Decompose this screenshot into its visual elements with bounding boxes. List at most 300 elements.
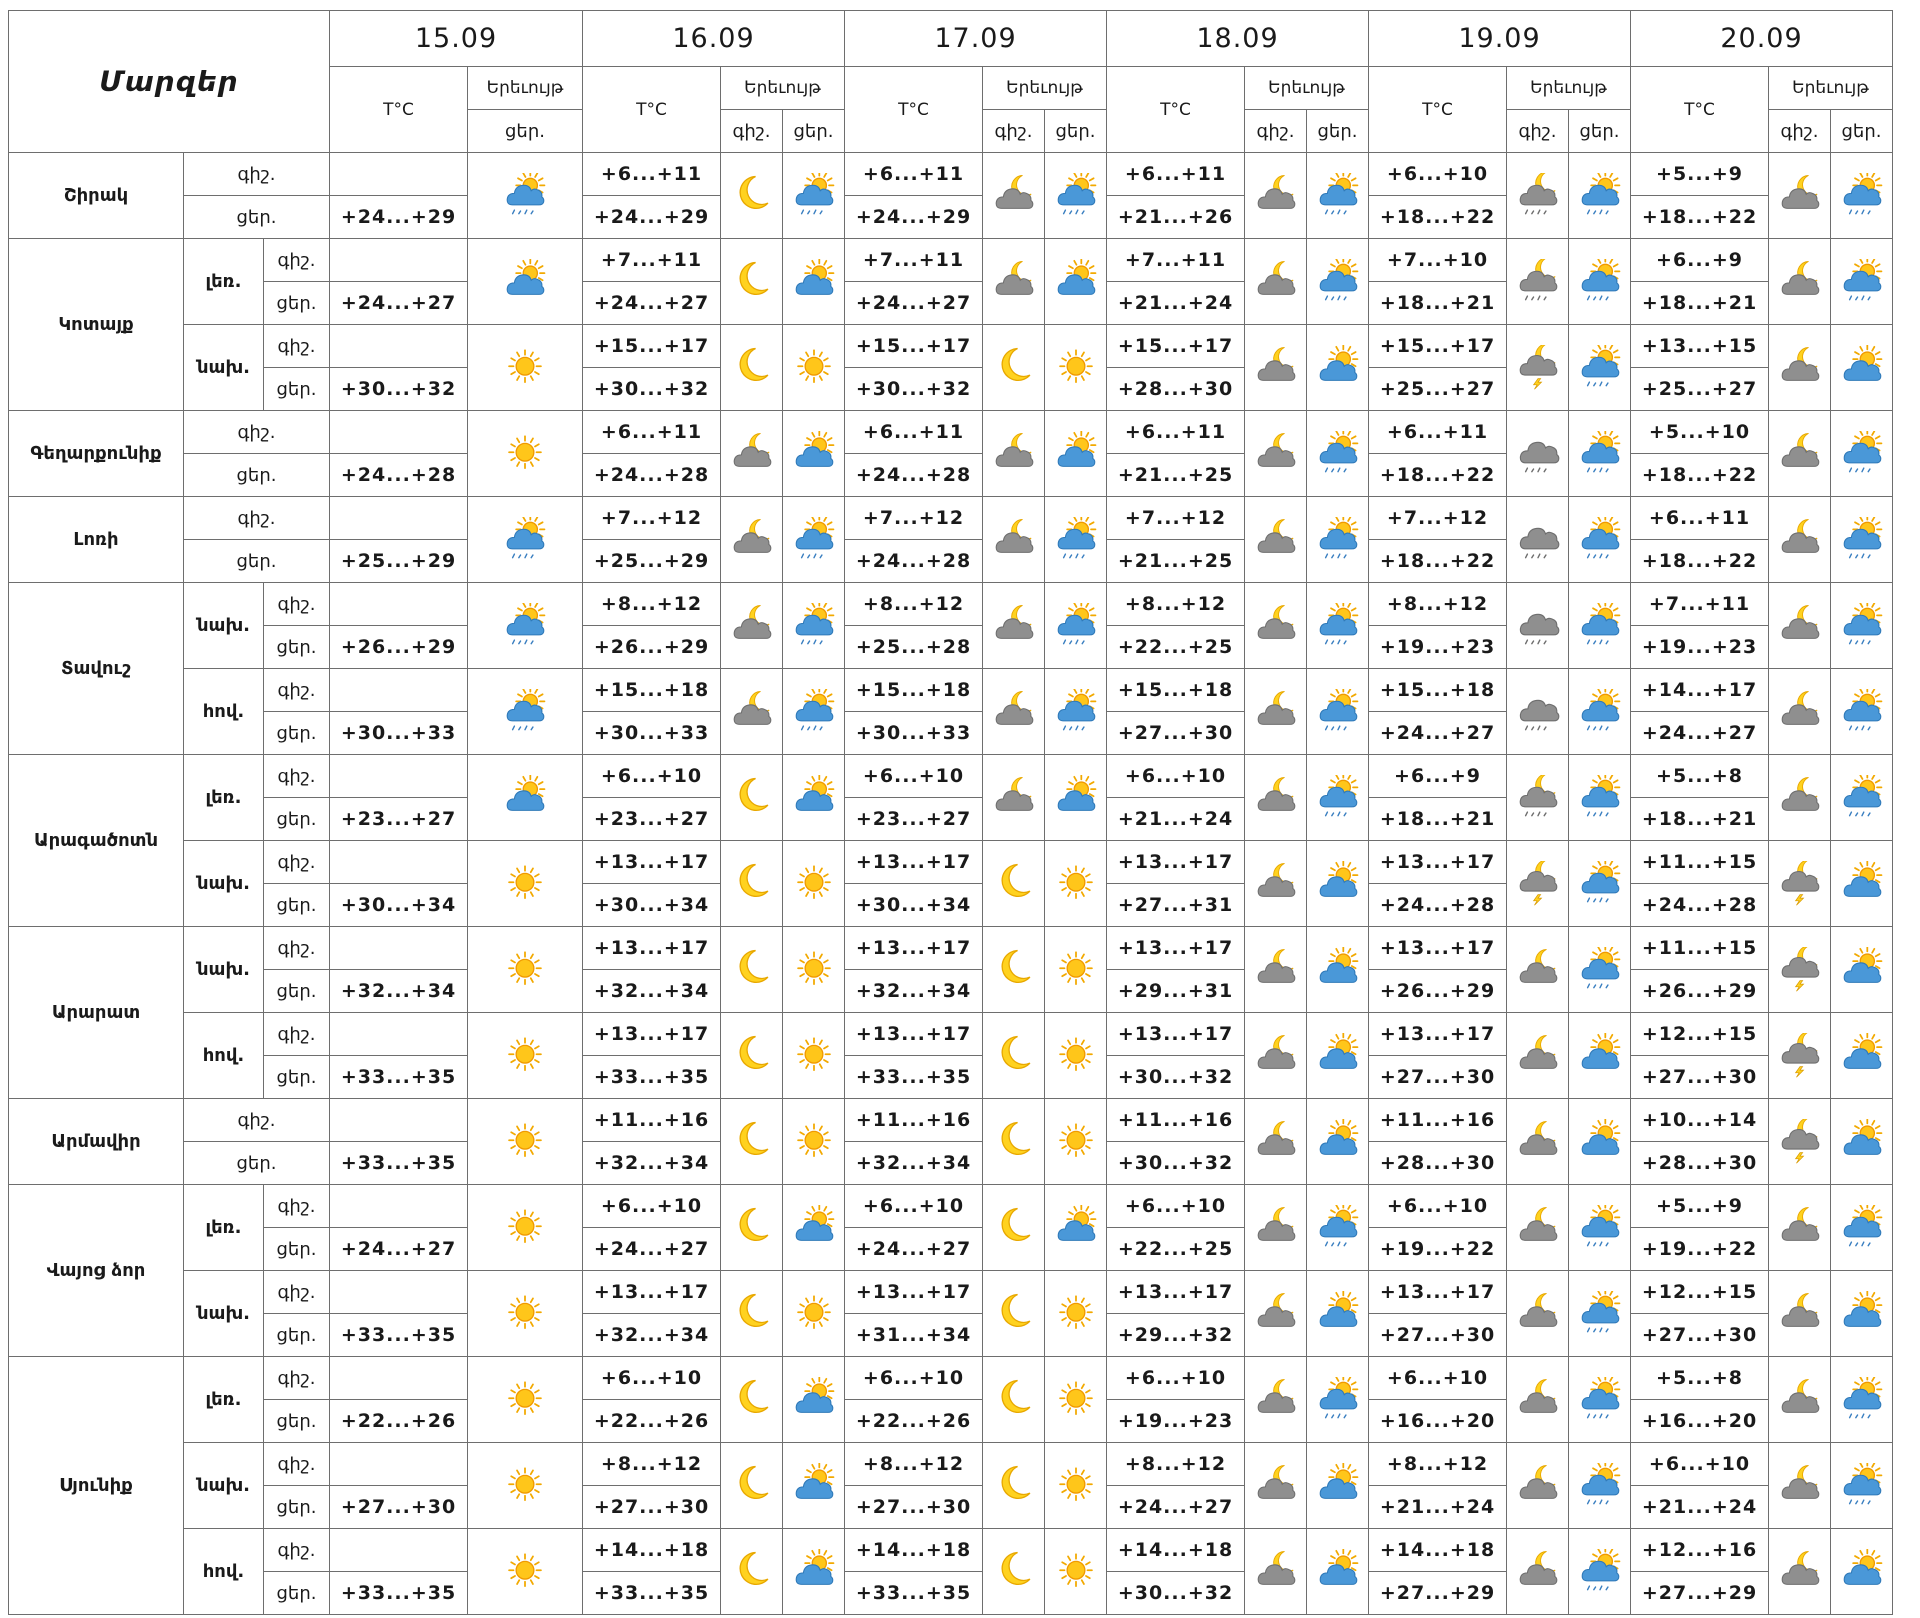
sun-icon bbox=[1053, 1119, 1099, 1165]
night-temperature: +5...+9 bbox=[1631, 153, 1769, 196]
day-temperature: +24...+28 bbox=[330, 454, 468, 497]
moon-cloud-icon bbox=[1253, 173, 1299, 219]
sun-cloud-rain-icon bbox=[1315, 431, 1361, 477]
night-temperature: +8...+12 bbox=[1107, 1443, 1245, 1486]
moon-cloud-icon bbox=[729, 431, 775, 477]
day-label: ցեր. bbox=[264, 1314, 330, 1357]
sun-cloud-rain-icon bbox=[1839, 1205, 1885, 1251]
moon-cloud-icon bbox=[1253, 1377, 1299, 1423]
zone-name: նախ. bbox=[184, 1443, 264, 1529]
sun-cloud-rain-icon bbox=[791, 517, 837, 563]
sun-cloud-icon bbox=[1839, 947, 1885, 993]
night-temperature: +8...+12 bbox=[845, 583, 983, 626]
weather-icon-cell bbox=[1507, 325, 1569, 411]
weather-icon-cell bbox=[1569, 669, 1631, 755]
weather-day-header: ցեր. bbox=[1831, 110, 1893, 153]
sun-icon bbox=[502, 1549, 548, 1595]
night-label: գիշ. bbox=[184, 497, 330, 540]
weather-day-header: ցեր. bbox=[1569, 110, 1631, 153]
day-temperature: +30...+32 bbox=[1107, 1572, 1245, 1615]
day-temperature: +19...+23 bbox=[1107, 1400, 1245, 1443]
weather-icon-cell bbox=[983, 1013, 1045, 1099]
date-header: 20.09 bbox=[1631, 11, 1893, 67]
weather-column-header: Երեւույթ bbox=[468, 67, 583, 110]
zone-name: հով. bbox=[184, 669, 264, 755]
night-temperature: +6...+9 bbox=[1369, 755, 1507, 798]
weather-icon-cell bbox=[983, 1443, 1045, 1529]
region-name: Տավուշ bbox=[9, 583, 184, 755]
night-temperature: +7...+12 bbox=[1107, 497, 1245, 540]
sun-cloud-rain-icon bbox=[1839, 1377, 1885, 1423]
sun-cloud-icon bbox=[1053, 259, 1099, 305]
weather-icon-cell bbox=[783, 1185, 845, 1271]
moon-cloud-icon bbox=[729, 603, 775, 649]
night-temperature: +8...+12 bbox=[1369, 1443, 1507, 1486]
weather-icon-cell bbox=[1045, 1099, 1107, 1185]
night-temperature: +13...+17 bbox=[1107, 841, 1245, 884]
weather-icon-cell bbox=[1831, 325, 1893, 411]
day-label: ցեր. bbox=[264, 1056, 330, 1099]
moon-cloud-icon bbox=[1777, 173, 1823, 219]
night-label: գիշ. bbox=[264, 927, 330, 970]
forecast-row-night bbox=[9, 669, 1893, 712]
weather-icon-cell bbox=[1045, 755, 1107, 841]
sun-cloud-rain-icon bbox=[1839, 689, 1885, 735]
weather-icon-cell bbox=[1569, 239, 1631, 325]
day-temperature: +26...+29 bbox=[330, 626, 468, 669]
weather-icon-cell bbox=[468, 841, 583, 927]
weather-icon-cell bbox=[1769, 1013, 1831, 1099]
moon-icon bbox=[991, 1549, 1037, 1595]
weather-icon-cell bbox=[1769, 927, 1831, 1013]
night-label: գիշ. bbox=[264, 1357, 330, 1400]
sun-cloud-icon bbox=[1839, 1033, 1885, 1079]
night-temperature bbox=[330, 497, 468, 540]
night-temperature: +15...+17 bbox=[583, 325, 721, 368]
sun-cloud-rain-icon bbox=[1315, 775, 1361, 821]
day-temperature: +24...+27 bbox=[1631, 712, 1769, 755]
moon-cloud-icon bbox=[1253, 1463, 1299, 1509]
night-temperature: +14...+17 bbox=[1631, 669, 1769, 712]
night-temperature: +6...+10 bbox=[845, 755, 983, 798]
night-temperature: +11...+16 bbox=[583, 1099, 721, 1142]
weather-icon-cell bbox=[783, 1357, 845, 1443]
weather-icon-cell bbox=[721, 841, 783, 927]
sun-cloud-rain-icon bbox=[1577, 1549, 1623, 1595]
day-label: ցեր. bbox=[264, 1486, 330, 1529]
day-temperature: +24...+27 bbox=[1107, 1486, 1245, 1529]
forecast-table-wrapper bbox=[8, 10, 1893, 1615]
moon-icon bbox=[729, 1377, 775, 1423]
weather-day-header: ցեր. bbox=[1045, 110, 1107, 153]
day-temperature: +27...+30 bbox=[1107, 712, 1245, 755]
weather-icon-cell bbox=[1569, 1529, 1631, 1615]
day-temperature: +24...+29 bbox=[845, 196, 983, 239]
moon-icon bbox=[729, 947, 775, 993]
weather-column-header: Երեւույթ bbox=[1769, 67, 1893, 110]
sun-cloud-rain-icon bbox=[1839, 259, 1885, 305]
night-temperature: +15...+18 bbox=[1369, 669, 1507, 712]
forecast-table bbox=[8, 10, 1893, 1615]
night-temperature: +15...+17 bbox=[1369, 325, 1507, 368]
night-temperature: +6...+9 bbox=[1631, 239, 1769, 282]
moon-icon bbox=[729, 1033, 775, 1079]
night-temperature: +6...+10 bbox=[583, 755, 721, 798]
sun-cloud-rain-icon bbox=[1053, 173, 1099, 219]
sun-cloud-icon bbox=[1315, 1549, 1361, 1595]
weather-icon-cell bbox=[983, 841, 1045, 927]
weather-day-header: ցեր. bbox=[468, 110, 583, 153]
sun-icon bbox=[1053, 1463, 1099, 1509]
weather-icon-cell bbox=[1045, 239, 1107, 325]
weather-icon-cell bbox=[783, 583, 845, 669]
sun-cloud-rain-icon bbox=[1577, 1291, 1623, 1337]
sun-cloud-icon bbox=[1053, 1205, 1099, 1251]
weather-icon-cell bbox=[783, 755, 845, 841]
weather-icon-cell bbox=[1507, 841, 1569, 927]
weather-icon-cell bbox=[1769, 1185, 1831, 1271]
weather-icon-cell bbox=[1307, 1529, 1369, 1615]
night-temperature: +12...+15 bbox=[1631, 1013, 1769, 1056]
weather-icon-cell bbox=[1569, 1443, 1631, 1529]
sun-cloud-icon bbox=[502, 775, 548, 821]
sun-icon bbox=[1053, 345, 1099, 391]
day-label: ցեր. bbox=[264, 798, 330, 841]
day-temperature: +29...+32 bbox=[1107, 1314, 1245, 1357]
day-temperature: +24...+28 bbox=[845, 540, 983, 583]
night-temperature: +6...+10 bbox=[1369, 1185, 1507, 1228]
moon-cloud-icon bbox=[729, 517, 775, 563]
region-name: Վայոց ձոր bbox=[9, 1185, 184, 1357]
forecast-row-night bbox=[9, 497, 1893, 540]
night-temperature: +6...+11 bbox=[1107, 411, 1245, 454]
night-temperature bbox=[330, 1529, 468, 1572]
sun-cloud-icon bbox=[1577, 1119, 1623, 1165]
day-temperature: +23...+27 bbox=[330, 798, 468, 841]
moon-cloud-rain-icon bbox=[1515, 775, 1561, 821]
sun-cloud-rain-icon bbox=[1577, 1377, 1623, 1423]
weather-icon-cell bbox=[721, 239, 783, 325]
weather-icon-cell bbox=[1307, 755, 1369, 841]
day-temperature: +18...+21 bbox=[1369, 798, 1507, 841]
weather-icon-cell bbox=[1569, 583, 1631, 669]
day-temperature: +26...+29 bbox=[583, 626, 721, 669]
day-temperature: +24...+27 bbox=[330, 1228, 468, 1271]
day-label: ցեր. bbox=[184, 196, 330, 239]
weather-icon-cell bbox=[1507, 497, 1569, 583]
moon-cloud-icon bbox=[991, 259, 1037, 305]
night-temperature: +7...+12 bbox=[1369, 497, 1507, 540]
weather-icon-cell bbox=[1245, 755, 1307, 841]
forecast-row-night bbox=[9, 1529, 1893, 1572]
day-temperature: +21...+26 bbox=[1107, 196, 1245, 239]
day-temperature: +21...+24 bbox=[1107, 798, 1245, 841]
sun-cloud-rain-icon bbox=[1053, 689, 1099, 735]
night-temperature: +14...+18 bbox=[1369, 1529, 1507, 1572]
sun-cloud-icon bbox=[1315, 1033, 1361, 1079]
sun-cloud-icon bbox=[1315, 1291, 1361, 1337]
moon-cloud-icon bbox=[1777, 1377, 1823, 1423]
day-temperature: +24...+27 bbox=[330, 282, 468, 325]
moon-icon bbox=[991, 861, 1037, 907]
sun-cloud-icon bbox=[1315, 1119, 1361, 1165]
weather-night-header: գիշ. bbox=[983, 110, 1045, 153]
day-temperature: +33...+35 bbox=[330, 1056, 468, 1099]
day-label: ցեր. bbox=[184, 1142, 330, 1185]
weather-icon-cell bbox=[721, 755, 783, 841]
forecast-row-night bbox=[9, 1013, 1893, 1056]
weather-icon-cell bbox=[1507, 1185, 1569, 1271]
day-temperature: +16...+20 bbox=[1631, 1400, 1769, 1443]
day-temperature: +30...+32 bbox=[1107, 1142, 1245, 1185]
moon-cloud-rain-icon bbox=[1515, 259, 1561, 305]
day-temperature: +33...+35 bbox=[330, 1572, 468, 1615]
day-temperature: +24...+28 bbox=[845, 454, 983, 497]
forecast-row-night bbox=[9, 841, 1893, 884]
weather-icon-cell bbox=[983, 497, 1045, 583]
weather-icon-cell bbox=[1831, 1443, 1893, 1529]
weather-icon-cell bbox=[1831, 1271, 1893, 1357]
weather-icon-cell bbox=[1507, 1271, 1569, 1357]
sun-icon bbox=[502, 1291, 548, 1337]
day-temperature: +24...+28 bbox=[1369, 884, 1507, 927]
night-temperature: +5...+9 bbox=[1631, 1185, 1769, 1228]
weather-icon-cell bbox=[1769, 1271, 1831, 1357]
weather-icon-cell bbox=[1307, 497, 1369, 583]
weather-icon-cell bbox=[1769, 1529, 1831, 1615]
weather-icon-cell bbox=[468, 669, 583, 755]
cloud-rain-icon bbox=[1515, 431, 1561, 477]
moon-cloud-icon bbox=[1777, 689, 1823, 735]
weather-icon-cell bbox=[1307, 1357, 1369, 1443]
day-temperature: +30...+32 bbox=[1107, 1056, 1245, 1099]
weather-icon-cell bbox=[1045, 1271, 1107, 1357]
day-temperature: +27...+30 bbox=[583, 1486, 721, 1529]
sun-cloud-rain-icon bbox=[1577, 775, 1623, 821]
weather-icon-cell bbox=[1769, 239, 1831, 325]
temp-column-header: T°C bbox=[583, 67, 721, 153]
weather-icon-cell bbox=[468, 1443, 583, 1529]
forecast-row-night bbox=[9, 583, 1893, 626]
weather-icon-cell bbox=[721, 153, 783, 239]
moon-cloud-rain-icon bbox=[1515, 173, 1561, 219]
weather-icon-cell bbox=[468, 1185, 583, 1271]
day-temperature: +27...+29 bbox=[1369, 1572, 1507, 1615]
night-label: գիշ. bbox=[264, 669, 330, 712]
region-name: Գեղարքունիք bbox=[9, 411, 184, 497]
day-temperature: +18...+22 bbox=[1631, 196, 1769, 239]
moon-cloud-icon bbox=[1253, 775, 1299, 821]
moon-cloud-icon bbox=[1777, 517, 1823, 563]
zone-name: նախ. bbox=[184, 583, 264, 669]
sun-cloud-icon bbox=[791, 775, 837, 821]
night-temperature: +7...+11 bbox=[1107, 239, 1245, 282]
weather-icon-cell bbox=[783, 153, 845, 239]
night-temperature bbox=[330, 927, 468, 970]
night-label: գիշ. bbox=[264, 1443, 330, 1486]
sun-cloud-rain-icon bbox=[1315, 1377, 1361, 1423]
weather-icon-cell bbox=[1245, 1271, 1307, 1357]
sun-icon bbox=[502, 431, 548, 477]
weather-icon-cell bbox=[1831, 583, 1893, 669]
sun-icon bbox=[791, 1033, 837, 1079]
weather-icon-cell bbox=[1307, 1099, 1369, 1185]
temp-column-header: T°C bbox=[1107, 67, 1245, 153]
weather-icon-cell bbox=[1045, 669, 1107, 755]
weather-icon-cell bbox=[1307, 841, 1369, 927]
weather-icon-cell bbox=[1569, 411, 1631, 497]
sun-icon bbox=[502, 1205, 548, 1251]
sun-icon bbox=[1053, 1377, 1099, 1423]
weather-icon-cell bbox=[1245, 497, 1307, 583]
night-temperature: +13...+17 bbox=[1369, 1013, 1507, 1056]
moon-cloud-storm-icon bbox=[1515, 345, 1561, 391]
night-temperature: +13...+17 bbox=[845, 841, 983, 884]
region-name: Շիրակ bbox=[9, 153, 184, 239]
day-temperature: +25...+29 bbox=[330, 540, 468, 583]
day-temperature: +30...+32 bbox=[330, 368, 468, 411]
day-temperature: +18...+21 bbox=[1631, 798, 1769, 841]
weather-icon-cell bbox=[1831, 927, 1893, 1013]
day-temperature: +25...+27 bbox=[1631, 368, 1769, 411]
moon-icon bbox=[991, 1033, 1037, 1079]
moon-icon bbox=[991, 1291, 1037, 1337]
night-temperature: +13...+17 bbox=[1107, 1013, 1245, 1056]
night-temperature: +6...+10 bbox=[1369, 1357, 1507, 1400]
weather-icon-cell bbox=[721, 583, 783, 669]
day-temperature: +28...+30 bbox=[1107, 368, 1245, 411]
moon-cloud-icon bbox=[1777, 431, 1823, 477]
moon-icon bbox=[729, 861, 775, 907]
day-temperature: +33...+35 bbox=[845, 1056, 983, 1099]
day-temperature: +27...+30 bbox=[330, 1486, 468, 1529]
night-temperature: +15...+18 bbox=[583, 669, 721, 712]
night-temperature: +15...+17 bbox=[845, 325, 983, 368]
day-temperature: +27...+30 bbox=[845, 1486, 983, 1529]
weather-icon-cell bbox=[1769, 1357, 1831, 1443]
weather-icon-cell bbox=[1245, 411, 1307, 497]
day-temperature: +18...+21 bbox=[1369, 282, 1507, 325]
moon-cloud-icon bbox=[1777, 775, 1823, 821]
weather-icon-cell bbox=[1307, 325, 1369, 411]
weather-icon-cell bbox=[1307, 239, 1369, 325]
weather-column-header: Երեւույթ bbox=[983, 67, 1107, 110]
zone-name: լեռ. bbox=[184, 755, 264, 841]
weather-night-header: գիշ. bbox=[721, 110, 783, 153]
weather-icon-cell bbox=[468, 927, 583, 1013]
weather-icon-cell bbox=[1307, 583, 1369, 669]
day-temperature: +25...+28 bbox=[845, 626, 983, 669]
sun-cloud-icon bbox=[1315, 861, 1361, 907]
day-temperature: +28...+30 bbox=[1631, 1142, 1769, 1185]
day-temperature: +27...+30 bbox=[1369, 1056, 1507, 1099]
moon-cloud-storm-icon bbox=[1777, 1119, 1823, 1165]
weather-icon-cell bbox=[1245, 239, 1307, 325]
moon-cloud-icon bbox=[1777, 1549, 1823, 1595]
night-temperature: +13...+17 bbox=[583, 841, 721, 884]
moon-icon bbox=[991, 1377, 1037, 1423]
sun-cloud-rain-icon bbox=[1577, 603, 1623, 649]
night-temperature: +7...+12 bbox=[845, 497, 983, 540]
forecast-row-night bbox=[9, 1443, 1893, 1486]
forecast-row-night bbox=[9, 1357, 1893, 1400]
weather-icon-cell bbox=[721, 1099, 783, 1185]
weather-icon-cell bbox=[1045, 497, 1107, 583]
sun-cloud-icon bbox=[791, 1205, 837, 1251]
weather-icon-cell bbox=[783, 239, 845, 325]
sun-cloud-rain-icon bbox=[1577, 689, 1623, 735]
night-temperature bbox=[330, 153, 468, 196]
moon-icon bbox=[729, 259, 775, 305]
weather-icon-cell bbox=[1045, 583, 1107, 669]
night-temperature: +6...+10 bbox=[583, 1357, 721, 1400]
weather-icon-cell bbox=[983, 1099, 1045, 1185]
weather-icon-cell bbox=[1307, 1185, 1369, 1271]
day-temperature: +24...+28 bbox=[1631, 884, 1769, 927]
moon-cloud-icon bbox=[1515, 1291, 1561, 1337]
sun-cloud-rain-icon bbox=[1577, 259, 1623, 305]
sun-cloud-icon bbox=[1839, 1549, 1885, 1595]
sun-cloud-rain-icon bbox=[1577, 1463, 1623, 1509]
day-label: ցեր. bbox=[264, 884, 330, 927]
day-temperature: +30...+33 bbox=[583, 712, 721, 755]
weather-icon-cell bbox=[1831, 1013, 1893, 1099]
day-temperature: +18...+22 bbox=[1369, 540, 1507, 583]
night-temperature: +6...+10 bbox=[1107, 1185, 1245, 1228]
sun-icon bbox=[502, 345, 548, 391]
weather-icon-cell bbox=[783, 411, 845, 497]
moon-cloud-icon bbox=[1777, 603, 1823, 649]
weather-icon-cell bbox=[983, 755, 1045, 841]
moon-cloud-storm-icon bbox=[1777, 947, 1823, 993]
sun-cloud-icon bbox=[791, 1377, 837, 1423]
weather-icon-cell bbox=[1245, 325, 1307, 411]
night-temperature bbox=[330, 1357, 468, 1400]
night-temperature: +6...+11 bbox=[583, 153, 721, 196]
sun-icon bbox=[791, 345, 837, 391]
weather-icon-cell bbox=[721, 325, 783, 411]
sun-icon bbox=[502, 1377, 548, 1423]
day-label: ցեր. bbox=[264, 1400, 330, 1443]
weather-icon-cell bbox=[1569, 497, 1631, 583]
day-temperature: +30...+34 bbox=[845, 884, 983, 927]
cloud-rain-icon bbox=[1515, 689, 1561, 735]
night-temperature: +7...+10 bbox=[1369, 239, 1507, 282]
day-temperature: +23...+27 bbox=[845, 798, 983, 841]
night-temperature: +7...+11 bbox=[583, 239, 721, 282]
moon-icon bbox=[991, 1205, 1037, 1251]
weather-icon-cell bbox=[983, 411, 1045, 497]
moon-cloud-storm-icon bbox=[1515, 861, 1561, 907]
weather-icon-cell bbox=[721, 927, 783, 1013]
sun-cloud-icon bbox=[502, 259, 548, 305]
night-label: գիշ. bbox=[264, 841, 330, 884]
night-label: գիշ. bbox=[264, 1185, 330, 1228]
weather-icon-cell bbox=[1307, 669, 1369, 755]
day-label: ցեր. bbox=[264, 368, 330, 411]
sun-cloud-rain-icon bbox=[1577, 947, 1623, 993]
forecast-row-night bbox=[9, 1271, 1893, 1314]
day-temperature: +18...+22 bbox=[1369, 196, 1507, 239]
sun-cloud-rain-icon bbox=[791, 603, 837, 649]
moon-cloud-icon bbox=[1253, 517, 1299, 563]
weather-icon-cell bbox=[983, 1271, 1045, 1357]
night-label: գիշ. bbox=[184, 1099, 330, 1142]
night-temperature: +11...+16 bbox=[1369, 1099, 1507, 1142]
weather-icon-cell bbox=[1569, 325, 1631, 411]
night-temperature: +8...+12 bbox=[583, 1443, 721, 1486]
day-temperature: +26...+29 bbox=[1369, 970, 1507, 1013]
